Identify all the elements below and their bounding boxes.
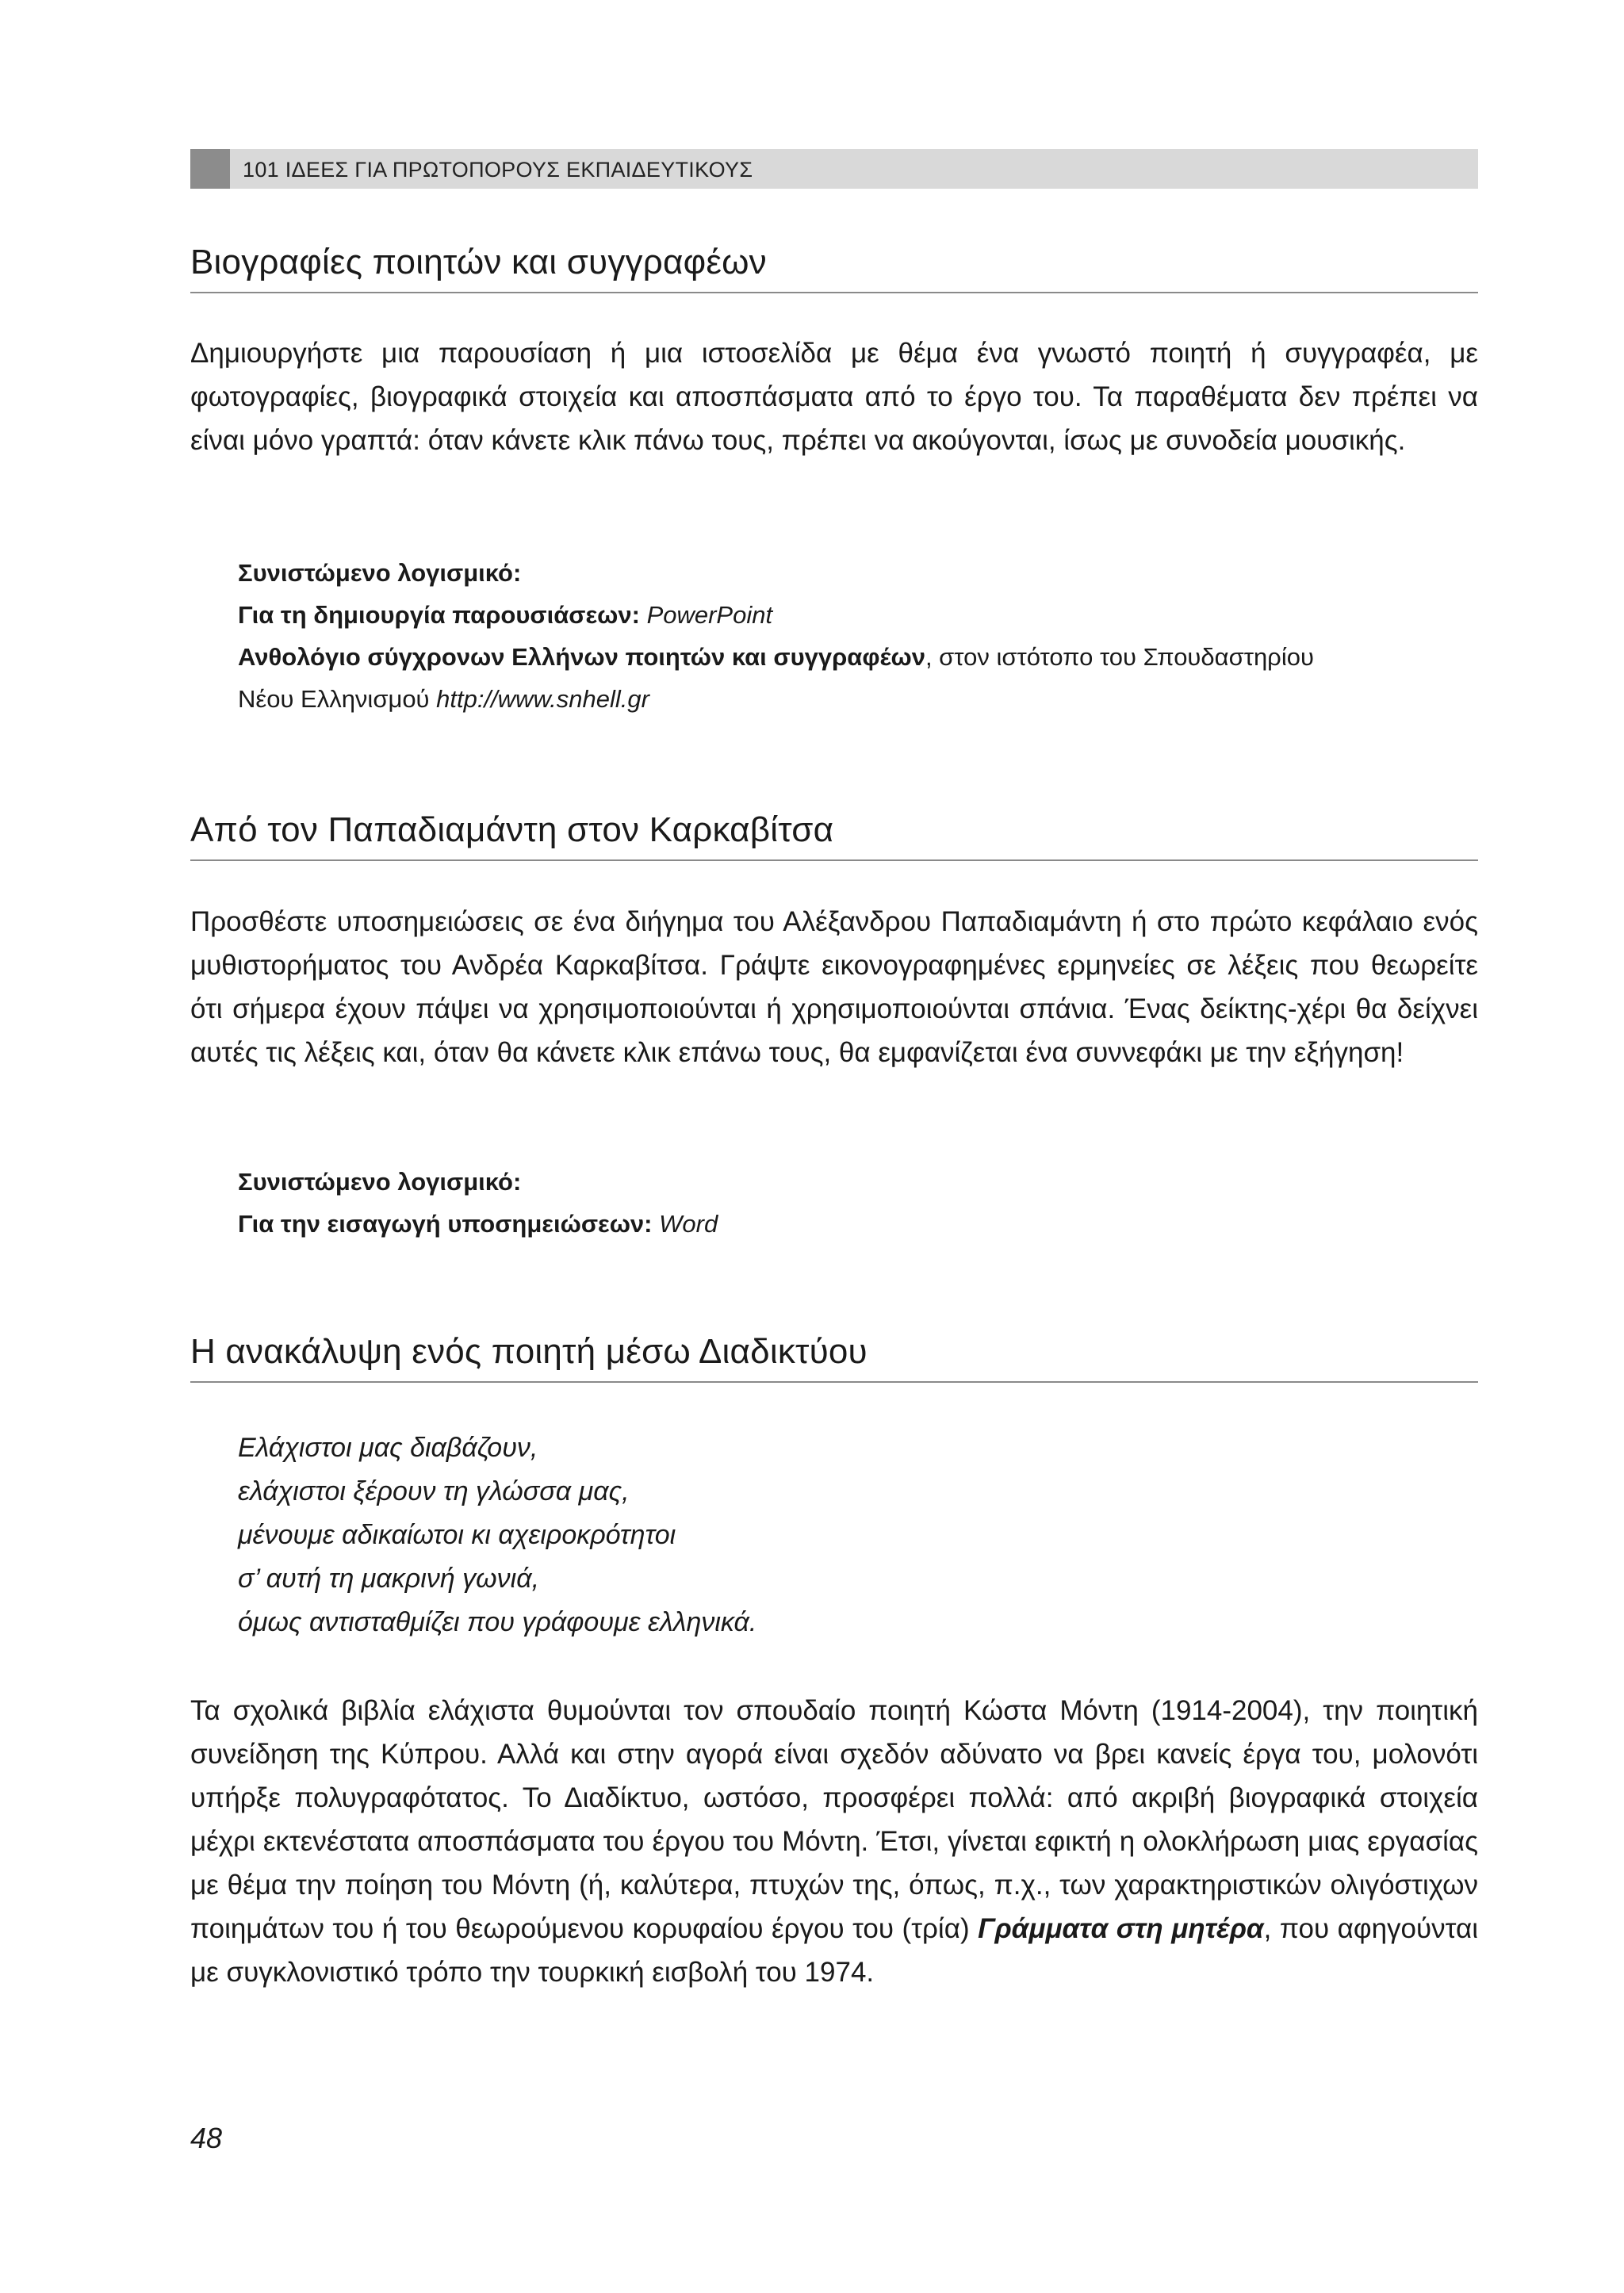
software-item-label: Για την εισαγωγή υποσημειώσεων: [238,1210,653,1238]
software-heading: Συνιστώμενο λογισμικό: [238,559,522,587]
software-item-text: Νέου Ελληνισμού [238,685,437,713]
poem-line: όμως αντισταθμίζει που γράφουμε ελληνικά. [238,1607,757,1637]
poem-excerpt [238,1426,1189,1644]
software-item-text: , στον ιστότοπο του Σπουδαστηρίου [925,643,1314,671]
poem-line: μένουμε αδικαίωτοι κι αχειροκρότητοι [238,1520,676,1550]
work-title: Γράμματα στη μητέρα [978,1913,1264,1944]
recommended-software-papadiamantis [238,1161,1475,1245]
paragraph-montis [190,1689,1478,1994]
software-item-label: Για τη δημιουργία παρουσιάσεων: [238,601,640,629]
header-marker [190,149,230,189]
software-item-label: Ανθολόγιο σύγχρονων Ελλήνων ποιητών και συγγραφέων [238,643,925,671]
poem-line: σ’ αυτή τη μακρινή γωνιά, [238,1564,540,1594]
poem-line: ελάχιστοι ξέρουν τη γλώσσα μας, [238,1476,630,1506]
software-item-value: PowerPoint [646,601,773,629]
section-title-biographies: Βιογραφίες ποιητών και συγγραφέων [190,243,1478,293]
poem-line: Ελάχιστοι μας διαβάζουν, [238,1433,538,1463]
page-number: 48 [190,2122,223,2154]
header-title: 101 ΙΔΕΕΣ ΓΙΑ ΠΡΩΤΟΠΟΡΟΥΣ ΕΚΠΑΙΔΕΥΤΙΚΟΥΣ [243,158,753,182]
paragraph-biographies: Δημιουργήστε μια παρουσίαση ή μια ιστοσελίδα με θέμα ένα γνωστό ποιητή ή συγγραφέα, με φωτογραφίες, βιογραφικά στοιχεία και αποσπάσματα από το έργο του. Τα παραθέματα δεν πρέπει να είναι μόνο γραπτά: όταν κάνετε κλικ πάνω τους, πρέπει να ακούγονται, ίσως με συνοδεία μουσικής. [190,338,1478,456]
software-heading: Συνιστώμενο λογισμικό: [238,1168,522,1196]
recommended-software-biographies [238,552,1475,720]
snhell-link[interactable]: http://www.snhell.gr [436,685,649,713]
section-title-montis: Η ανακάλυψη ενός ποιητή μέσω Διαδικτύου [190,1332,1478,1383]
paragraph-text: Τα σχολικά βιβλία ελάχιστα θυμούνται τον σπουδαίο ποιητή Κώστα Μόντη (1914-2004), την ποιητική συνείδηση της Κύπρου. Αλλά και στην αγορά είναι σχεδόν αδύνατο να βρει κανείς έργα του, μολονότι υπήρξε πολυγραφότατος. Το Διαδίκτυο, ωστόσο, προσφέρει πολλά: από ακριβή βιογραφικά στοιχεία μέχρι εκτενέστατα αποσπάσματα του έργου του Μόντη. Έτσι, γίνεται εφικτή η ολοκλήρωση μιας εργασίας με θέμα την ποίηση του Μόντη (ή, καλύτερα, πτυχών της, όπως, π.χ., των χαρακτηριστικών ολιγόστιχων ποιημάτων του ή του θεωρούμενου κορυφαίου έργου του (τρία) [190,1695,1478,1944]
software-item-value: Word [659,1210,718,1238]
running-header [190,149,1478,189]
paragraph-papadiamantis: Προσθέστε υποσημειώσεις σε ένα διήγημα του Αλέξανδρου Παπαδιαμάντη ή στο πρώτο κεφάλαιο ενός μυθιστορήματος του Ανδρέα Καρκαβίτσα. Γράψτε εικονογραφημένες ερμηνείες σε λέξεις που θεωρείτε ότι σήμερα έχουν πάψει να χρησιμοποιούνται ή χρησιμοποιούνται σπάνια. Ένας δείκτης-χέρι θα δείχνει αυτές τις λέξεις και, όταν θα κάνετε κλικ επάνω τους, θα εμφανίζεται ένα συννεφάκι με την εξήγηση! [190,906,1478,1068]
section-title-papadiamantis: Από τον Παπαδιαμάντη στον Καρκαβίτσα [190,810,1478,861]
paragraph-text: , που αφηγούνται με συγκλονιστικό τρόπο την τουρκική εισβολή του 1974. [190,1913,1478,1988]
